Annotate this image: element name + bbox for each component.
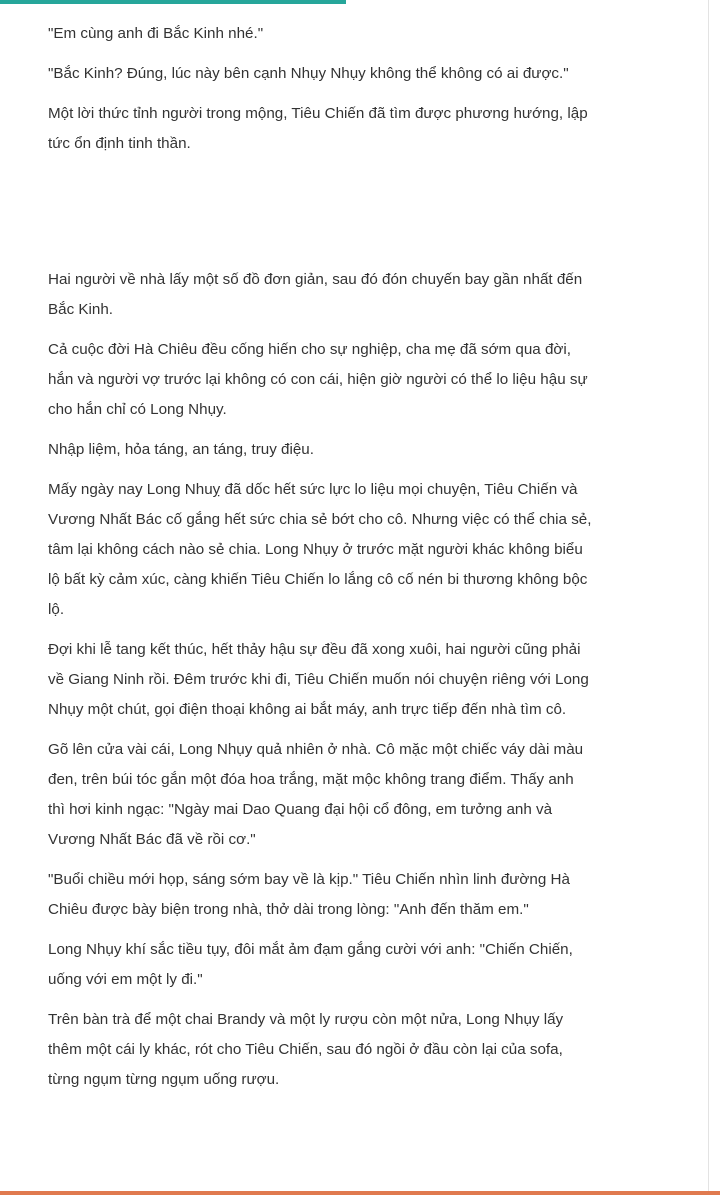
chapter-text (48, 19, 593, 1105)
paragraph: Long Nhụy khí sắc tiều tụy, đôi mắt ảm đạm gắng cười với anh: "Chiến Chiến, uống với em một ly đi." (48, 941, 573, 988)
paragraph: Cả cuộc đời Hà Chiêu đều cống hiến cho sự nghiệp, cha mẹ đã sớm qua đời, hắn và người vợ trước lại không có con cái, hiện giờ người có thể lo liệu hậu sự cho hắn chỉ có Long Nhụy. (48, 341, 588, 418)
paragraph: "Em cùng anh đi Bắc Kinh nhé." (48, 25, 264, 42)
paragraph: Một lời thức tỉnh người trong mộng, Tiêu Chiến đã tìm được phương hướng, lập tức ổn định tinh thần. (48, 105, 588, 152)
blank-space (48, 169, 593, 265)
paragraph: Nhập liệm, hỏa táng, an táng, truy điệu. (48, 441, 314, 458)
paragraph: Gõ lên cửa vài cái, Long Nhụy quả nhiên ở nhà. Cô mặc một chiếc váy dài màu đen, trên búi tóc gắn một đóa hoa trắng, mặt mộc không trang điểm. Thấy anh thì hơi kinh ngạc: "Ngày mai Dao Quang đại hội cổ đông, em tưởng anh và Vương Nhất Bác đã về rồi cơ." (48, 741, 584, 848)
paragraph: Mấy ngày nay Long Nhuỵ đã dốc hết sức lực lo liệu mọi chuyện, Tiêu Chiến và Vương Nhất Bác cố gắng hết sức chia sẻ bớt cho cô. Nhưng việc có thể chia sẻ, tâm lại không cách nào sẻ chia. Long Nhụy ở trước mặt người khác không biểu lộ bất kỳ cảm xúc, càng khiến Tiêu Chiến lo lắng cô cố nén bi thương không bộc lộ. (48, 481, 592, 618)
paragraph: "Buổi chiều mới họp, sáng sớm bay về là kịp." Tiêu Chiến nhìn linh đường Hà Chiêu được bày biện trong nhà, thở dài trong lòng: "Anh đến thăm em." (48, 871, 570, 918)
paragraph: Đợi khi lễ tang kết thúc, hết thảy hậu sự đều đã xong xuôi, hai người cũng phải về Giang Ninh rồi. Đêm trước khi đi, Tiêu Chiến muốn nói chuyện riêng với Long Nhụy một chút, gọi điện thoại không ai bắt máy, anh trực tiếp đến nhà tìm cô. (48, 641, 589, 718)
bottom-accent-bar (0, 1191, 720, 1195)
paragraph: Hai người về nhà lấy một số đồ đơn giản, sau đó đón chuyến bay gần nhất đến Bắc Kinh. (48, 271, 583, 318)
paragraph: "Bắc Kinh? Đúng, lúc này bên cạnh Nhụy Nhụy không thể không có ai được." (48, 65, 569, 82)
paragraph: Trên bàn trà để một chai Brandy và một ly rượu còn một nửa, Long Nhụy lấy thêm một cái ly khác, rót cho Tiêu Chiến, sau đó ngồi ở đầu còn lại của sofa, từng ngụm từng ngụm uống rượu. (48, 1011, 564, 1088)
